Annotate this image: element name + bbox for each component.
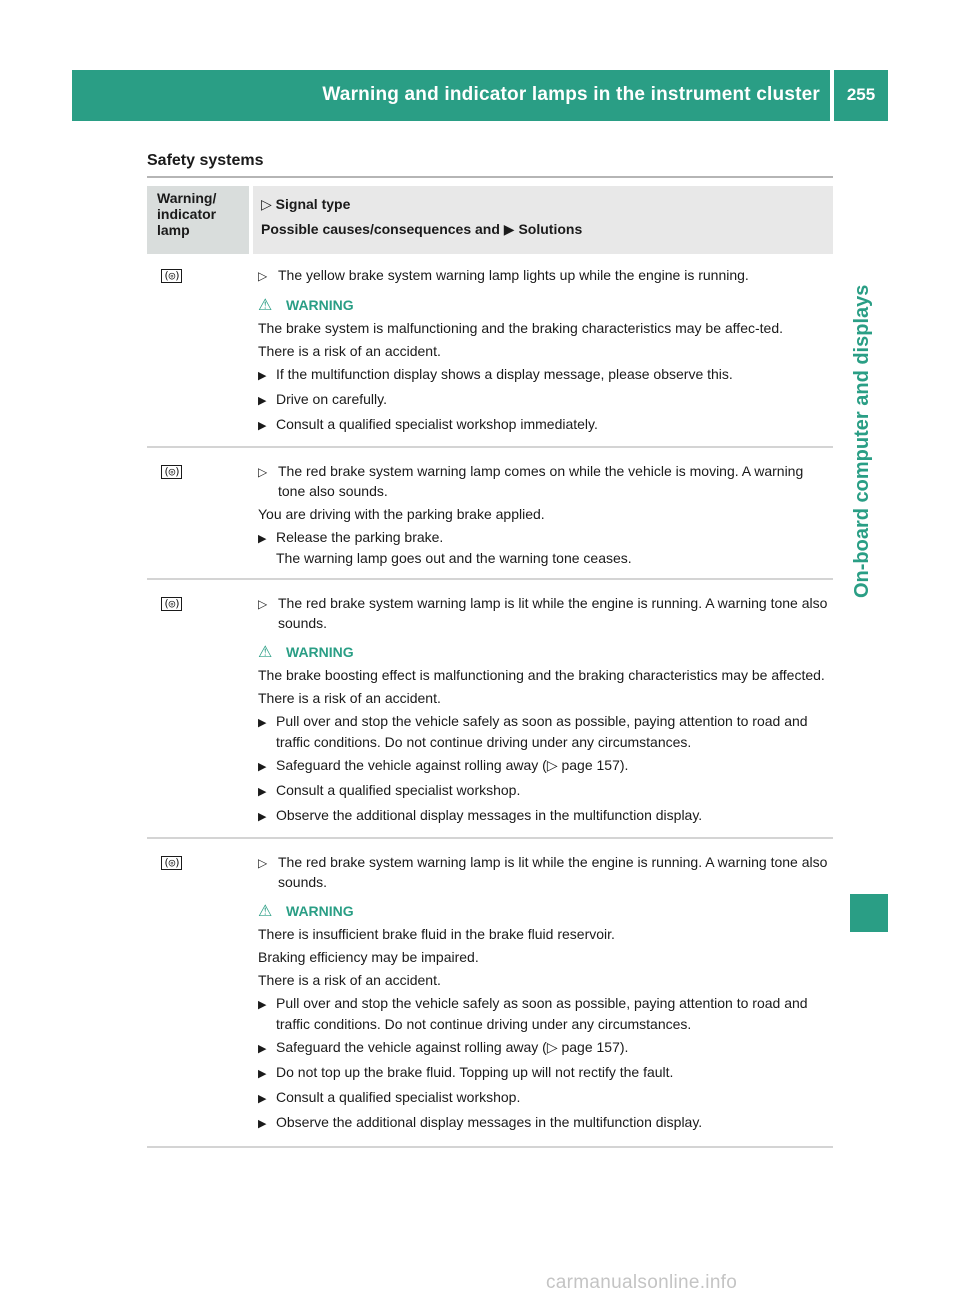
table-header <box>147 186 833 254</box>
warning-triangle-icon: ⚠ <box>258 903 273 920</box>
header-lamp-line: indicator <box>157 206 217 222</box>
page-number-box <box>834 70 888 121</box>
paragraph: The brake boosting effect is malfunctioning and the braking characteristics may be affected. <box>258 667 825 683</box>
action-item: ▶ Consult a qualified specialist workshop. <box>258 781 833 806</box>
lamp-cell <box>147 853 253 1138</box>
signal-triangle-icon: ▷ <box>258 465 268 479</box>
header-bar <box>72 70 830 121</box>
paragraph: The brake system is malfunctioning and the braking characteristics may be affec-ted. <box>258 320 783 336</box>
side-tab <box>834 180 888 600</box>
action-item: ▶ Safeguard the vehicle against rolling away (▷ page 157). <box>258 756 833 781</box>
paragraph: There is insufficient brake fluid in the brake fluid reservoir. <box>258 926 615 942</box>
lamp-cell <box>147 266 253 440</box>
brake-warning-lamp-icon: (◎) <box>161 597 182 611</box>
action-item: ▶ Pull over and stop the vehicle safely as soon as possible, paying attention to road and traffic conditions. Do not continue driving under any circumstances. <box>258 713 808 750</box>
brake-warning-lamp-icon: (◎) <box>161 465 182 479</box>
action-arrow-icon: ▶ <box>258 999 267 1011</box>
paragraph: There is a risk of an accident. <box>258 343 441 359</box>
action-arrow-icon: ▶ <box>258 761 267 773</box>
signal-text: ▷ The red brake system warning lamp is lit while the engine is running. A warning tone also sounds. <box>258 595 828 631</box>
action-item: ▶ Do not top up the brake fluid. Topping up will not rectify the fault. <box>258 1063 833 1088</box>
warning-triangle-icon: ⚠ <box>258 644 273 661</box>
lamp-cell <box>147 594 253 831</box>
action-arrow-icon: ▶ <box>258 370 267 382</box>
paragraph: You are driving with the parking brake applied. <box>258 506 545 522</box>
action-arrow-icon: ▶ <box>258 1118 267 1130</box>
side-tab-label: On-board computer and displays <box>851 284 873 598</box>
table-row <box>147 448 833 580</box>
info-cell <box>253 853 833 1138</box>
action-item: ▶ Pull over and stop the vehicle safely as soon as possible, paying attention to road and traffic conditions. Do not continue driving under any circumstances. <box>258 995 808 1032</box>
table-row <box>147 839 833 1148</box>
action-item: ▶ Drive on carefully. <box>258 390 833 415</box>
info-cell <box>253 266 833 440</box>
signal-text: ▷ The yellow brake system warning lamp lights up while the engine is running. <box>258 266 833 290</box>
action-arrow-icon: ▶ <box>258 1043 267 1055</box>
action-arrow-icon: ▶ <box>258 786 267 798</box>
action-item: ▶ Observe the additional display messages in the multifunction display. <box>258 806 833 831</box>
signal-triangle-icon: ▷ <box>258 597 268 611</box>
chapter-title: Warning and indicator lamps in the instrument cluster <box>322 84 820 105</box>
warning-lamp-table <box>147 186 833 1148</box>
table-row <box>147 254 833 448</box>
signal-triangle-icon: ▷ <box>258 269 268 283</box>
header-lamp-line: Warning/ <box>157 190 217 206</box>
header-info-column <box>253 186 833 254</box>
section-title: Safety systems <box>147 152 264 169</box>
brake-warning-lamp-icon: (◎) <box>161 269 182 283</box>
paragraph: Braking efficiency may be impaired. <box>258 949 479 965</box>
action-item: ▶ Safeguard the vehicle against rolling away (▷ page 157). <box>258 1038 833 1063</box>
action-item: ▶ Consult a qualified specialist workshop. <box>258 1088 833 1113</box>
info-cell <box>253 462 833 572</box>
header-lamp-column <box>147 186 249 254</box>
action-arrow-icon: ▶ <box>258 717 267 729</box>
signal-triangle-icon: ▷ <box>258 856 268 870</box>
action-arrow-icon: ▶ <box>258 420 267 432</box>
action-arrow-icon: ▶ <box>258 1093 267 1105</box>
signal-text: ▷ The red brake system warning lamp is lit while the engine is running. A warning tone also sounds. <box>258 854 828 890</box>
paragraph: There is a risk of an accident. <box>258 690 441 706</box>
signal-triangle-icon: ▷ <box>261 196 272 212</box>
header-lamp-line: lamp <box>157 222 190 238</box>
header-signal-type: ▷ Signal type <box>261 196 351 212</box>
warning-heading: ⚠ WARNING <box>258 644 354 661</box>
warning-heading: ⚠ WARNING <box>258 903 354 920</box>
solution-arrow-icon: ▶ <box>503 221 515 237</box>
action-arrow-icon: ▶ <box>258 533 267 545</box>
lamp-cell <box>147 462 253 572</box>
info-cell <box>253 594 833 831</box>
action-item: ▶ Observe the additional display messages in the multifunction display. <box>258 1113 833 1138</box>
header-causes-solutions: Possible causes/consequences and ▶ Solutions <box>261 221 583 237</box>
signal-text: ▷ The red brake system warning lamp comes on while the vehicle is moving. A warning tone also sounds. <box>258 463 804 499</box>
table-row <box>147 580 833 839</box>
side-marker <box>850 894 888 932</box>
watermark: carmanualsonline.info <box>546 1272 738 1293</box>
page-number: 255 <box>846 85 876 104</box>
action-item: ▶ Release the parking brake. <box>258 528 833 549</box>
action-arrow-icon: ▶ <box>258 395 267 407</box>
result-text: The warning lamp goes out and the warning tone ceases. <box>276 550 632 566</box>
warning-heading: ⚠ WARNING <box>258 297 354 314</box>
action-item: ▶ If the multifunction display shows a display message, please observe this. <box>258 365 833 390</box>
action-arrow-icon: ▶ <box>258 1068 267 1080</box>
action-arrow-icon: ▶ <box>258 811 267 823</box>
paragraph: There is a risk of an accident. <box>258 972 441 988</box>
warning-triangle-icon: ⚠ <box>258 297 273 314</box>
title-divider <box>147 176 833 178</box>
brake-warning-lamp-icon: (◎) <box>161 856 182 870</box>
action-item: ▶ Consult a qualified specialist workshop immediately. <box>258 415 833 440</box>
